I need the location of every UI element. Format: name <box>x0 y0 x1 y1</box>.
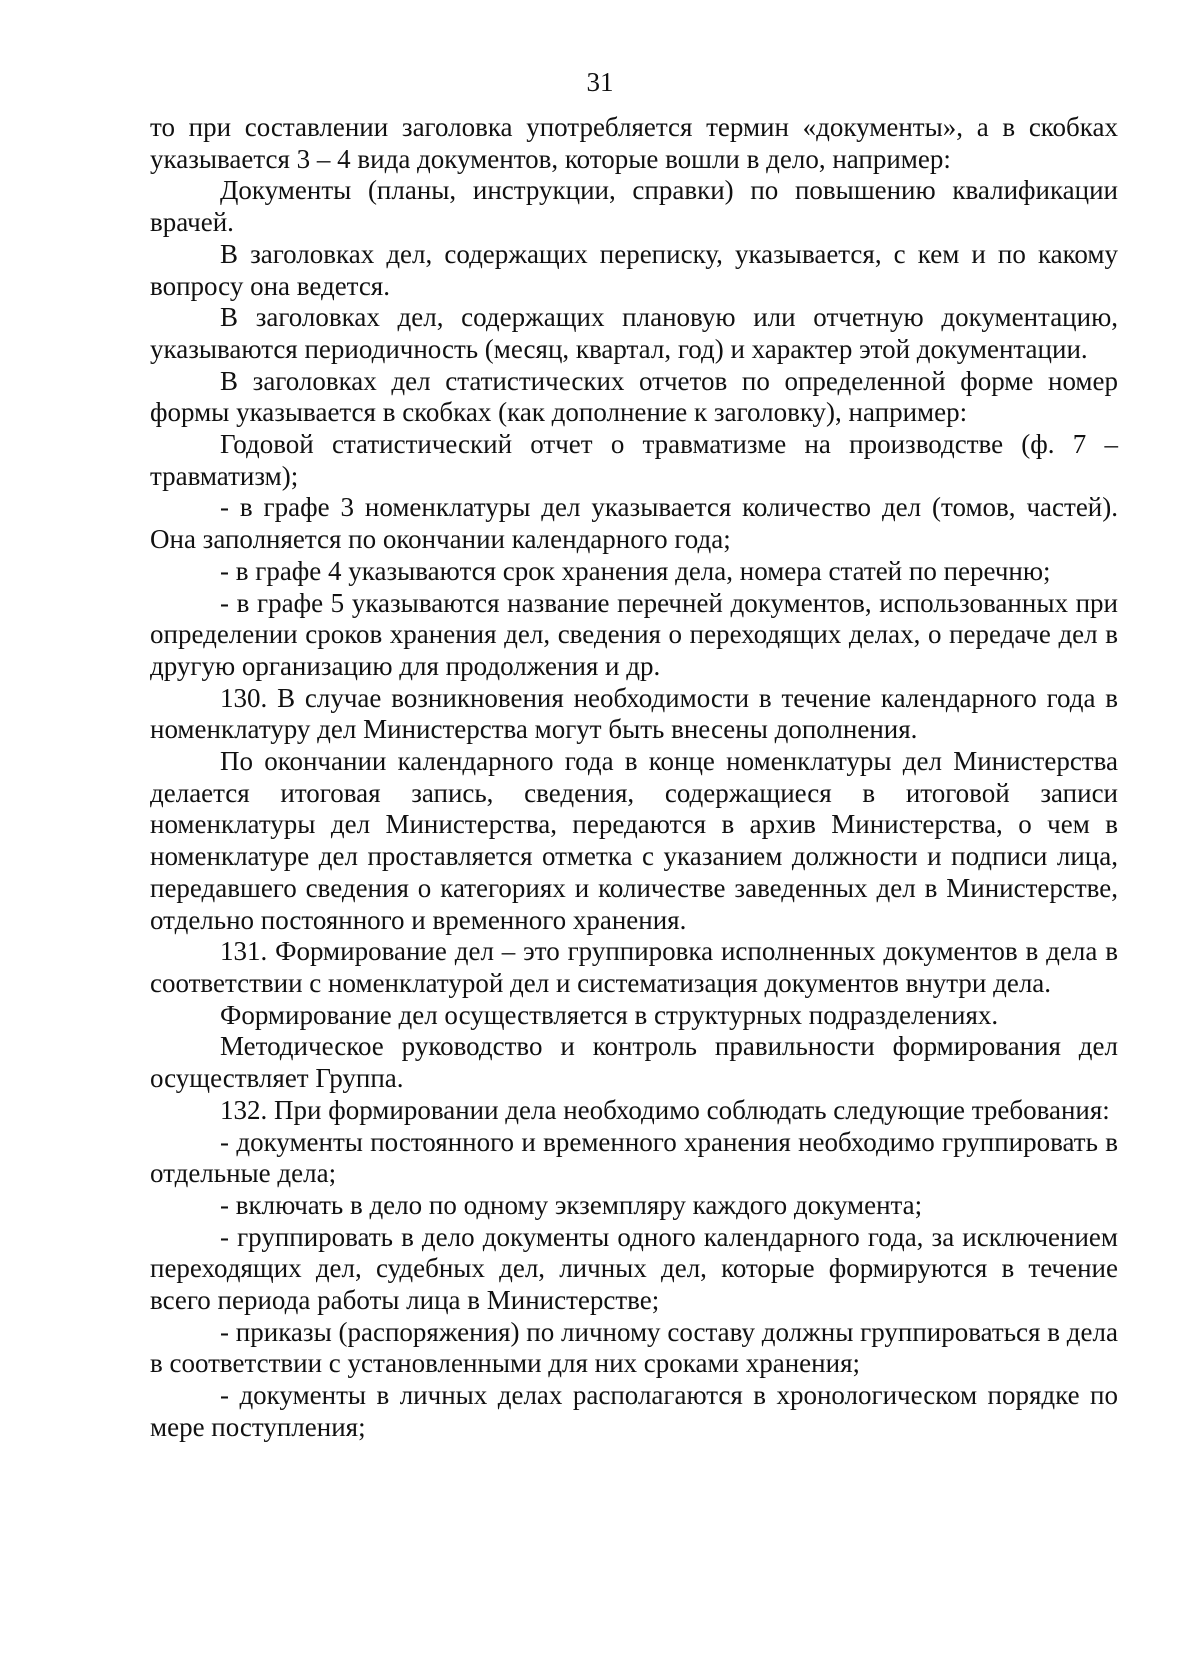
paragraph: Формирование дел осуществляется в структурных подразделениях. <box>220 999 999 1030</box>
list-item: - группировать в дело документы одного календарного года, за исключением переходящих дел, судебных дел, личных дел, которые формируются в течение всего периода работы лица в Министерстве; <box>150 1221 1118 1316</box>
numbered-clause: 132. При формировании дела необходимо соблюдать следующие требования: <box>220 1094 1110 1125</box>
list-item: - документы в личных делах располагаются в хронологическом порядке по мере поступления; <box>150 1380 1118 1442</box>
numbered-clause: 131. Формирование дел – это группировка исполненных документов в дела в соответствии с номенклатурой дел и систематизация документов внутри дела. <box>150 936 1118 998</box>
list-item: - в графе 5 указываются название перечней документов, использованных при определении сроков хранения дел, сведения о переходящих делах, о передаче дел в другую организацию для продолжения и др. <box>150 587 1118 681</box>
page-body <box>150 112 1118 1444</box>
list-item: - документы постоянного и временного хранения необходимо группировать в отдельные дела; <box>150 1126 1118 1189</box>
list-item: - приказы (распоряжения) по личному составу должны группироваться в дела в соответствии с установленными для них сроками хранения; <box>150 1316 1118 1379</box>
paragraph: По окончании календарного года в конце номенклатуры дел Министерства делается итоговая запись, сведения, содержащиеся в итоговой записи номенклатуры дел Министерства, передаются в архив Министерства, о чем в номенклатуре дел проставляется отметка с указанием должности и подписи лица, передавшего сведения о категориях и количестве заведенных дел в Министерстве, отдельно постоянного и временного хранения. <box>150 746 1118 935</box>
paragraph: Методическое руководство и контроль правильности формирования дел осуществляет Группа. <box>150 1031 1118 1094</box>
paragraph: В заголовках дел, содержащих плановую или отчетную документацию, указываются периодичность (месяц, квартал, год) и характер этой документации. <box>150 302 1118 364</box>
list-item: - включать в дело по одному экземпляру каждого документа; <box>220 1189 923 1220</box>
numbered-clause: 130. В случае возникновения необходимости в течение календарного года в номенклатуру дел Министерства могут быть внесены дополнения. <box>150 682 1118 745</box>
paragraph: Годовой статистический отчет о травматизме на производстве (ф. 7 – травматизм); <box>150 429 1118 491</box>
list-item: - в графе 4 указываются срок хранения дела, номера статей по перечню; <box>220 555 1051 586</box>
paragraph: то при составлении заголовка употребляется термин «документы», а в скобках указывается 3 – 4 вида документов, которые вошли в дело, например: <box>150 112 1118 174</box>
list-item: - в графе 3 номенклатуры дел указывается количество дел (томов, частей). Она заполняется по окончании календарного года; <box>150 492 1118 555</box>
paragraph: В заголовках дел, содержащих переписку, указывается, с кем и по какому вопросу она ведется. <box>150 238 1118 301</box>
paragraph: В заголовках дел статистических отчетов по определенной форме номер формы указывается в скобках (как дополнение к заголовку), например: <box>150 365 1118 428</box>
paragraph: Документы (планы, инструкции, справки) по повышению квалификации врачей. <box>150 175 1118 238</box>
page-number: 31 <box>586 67 614 97</box>
